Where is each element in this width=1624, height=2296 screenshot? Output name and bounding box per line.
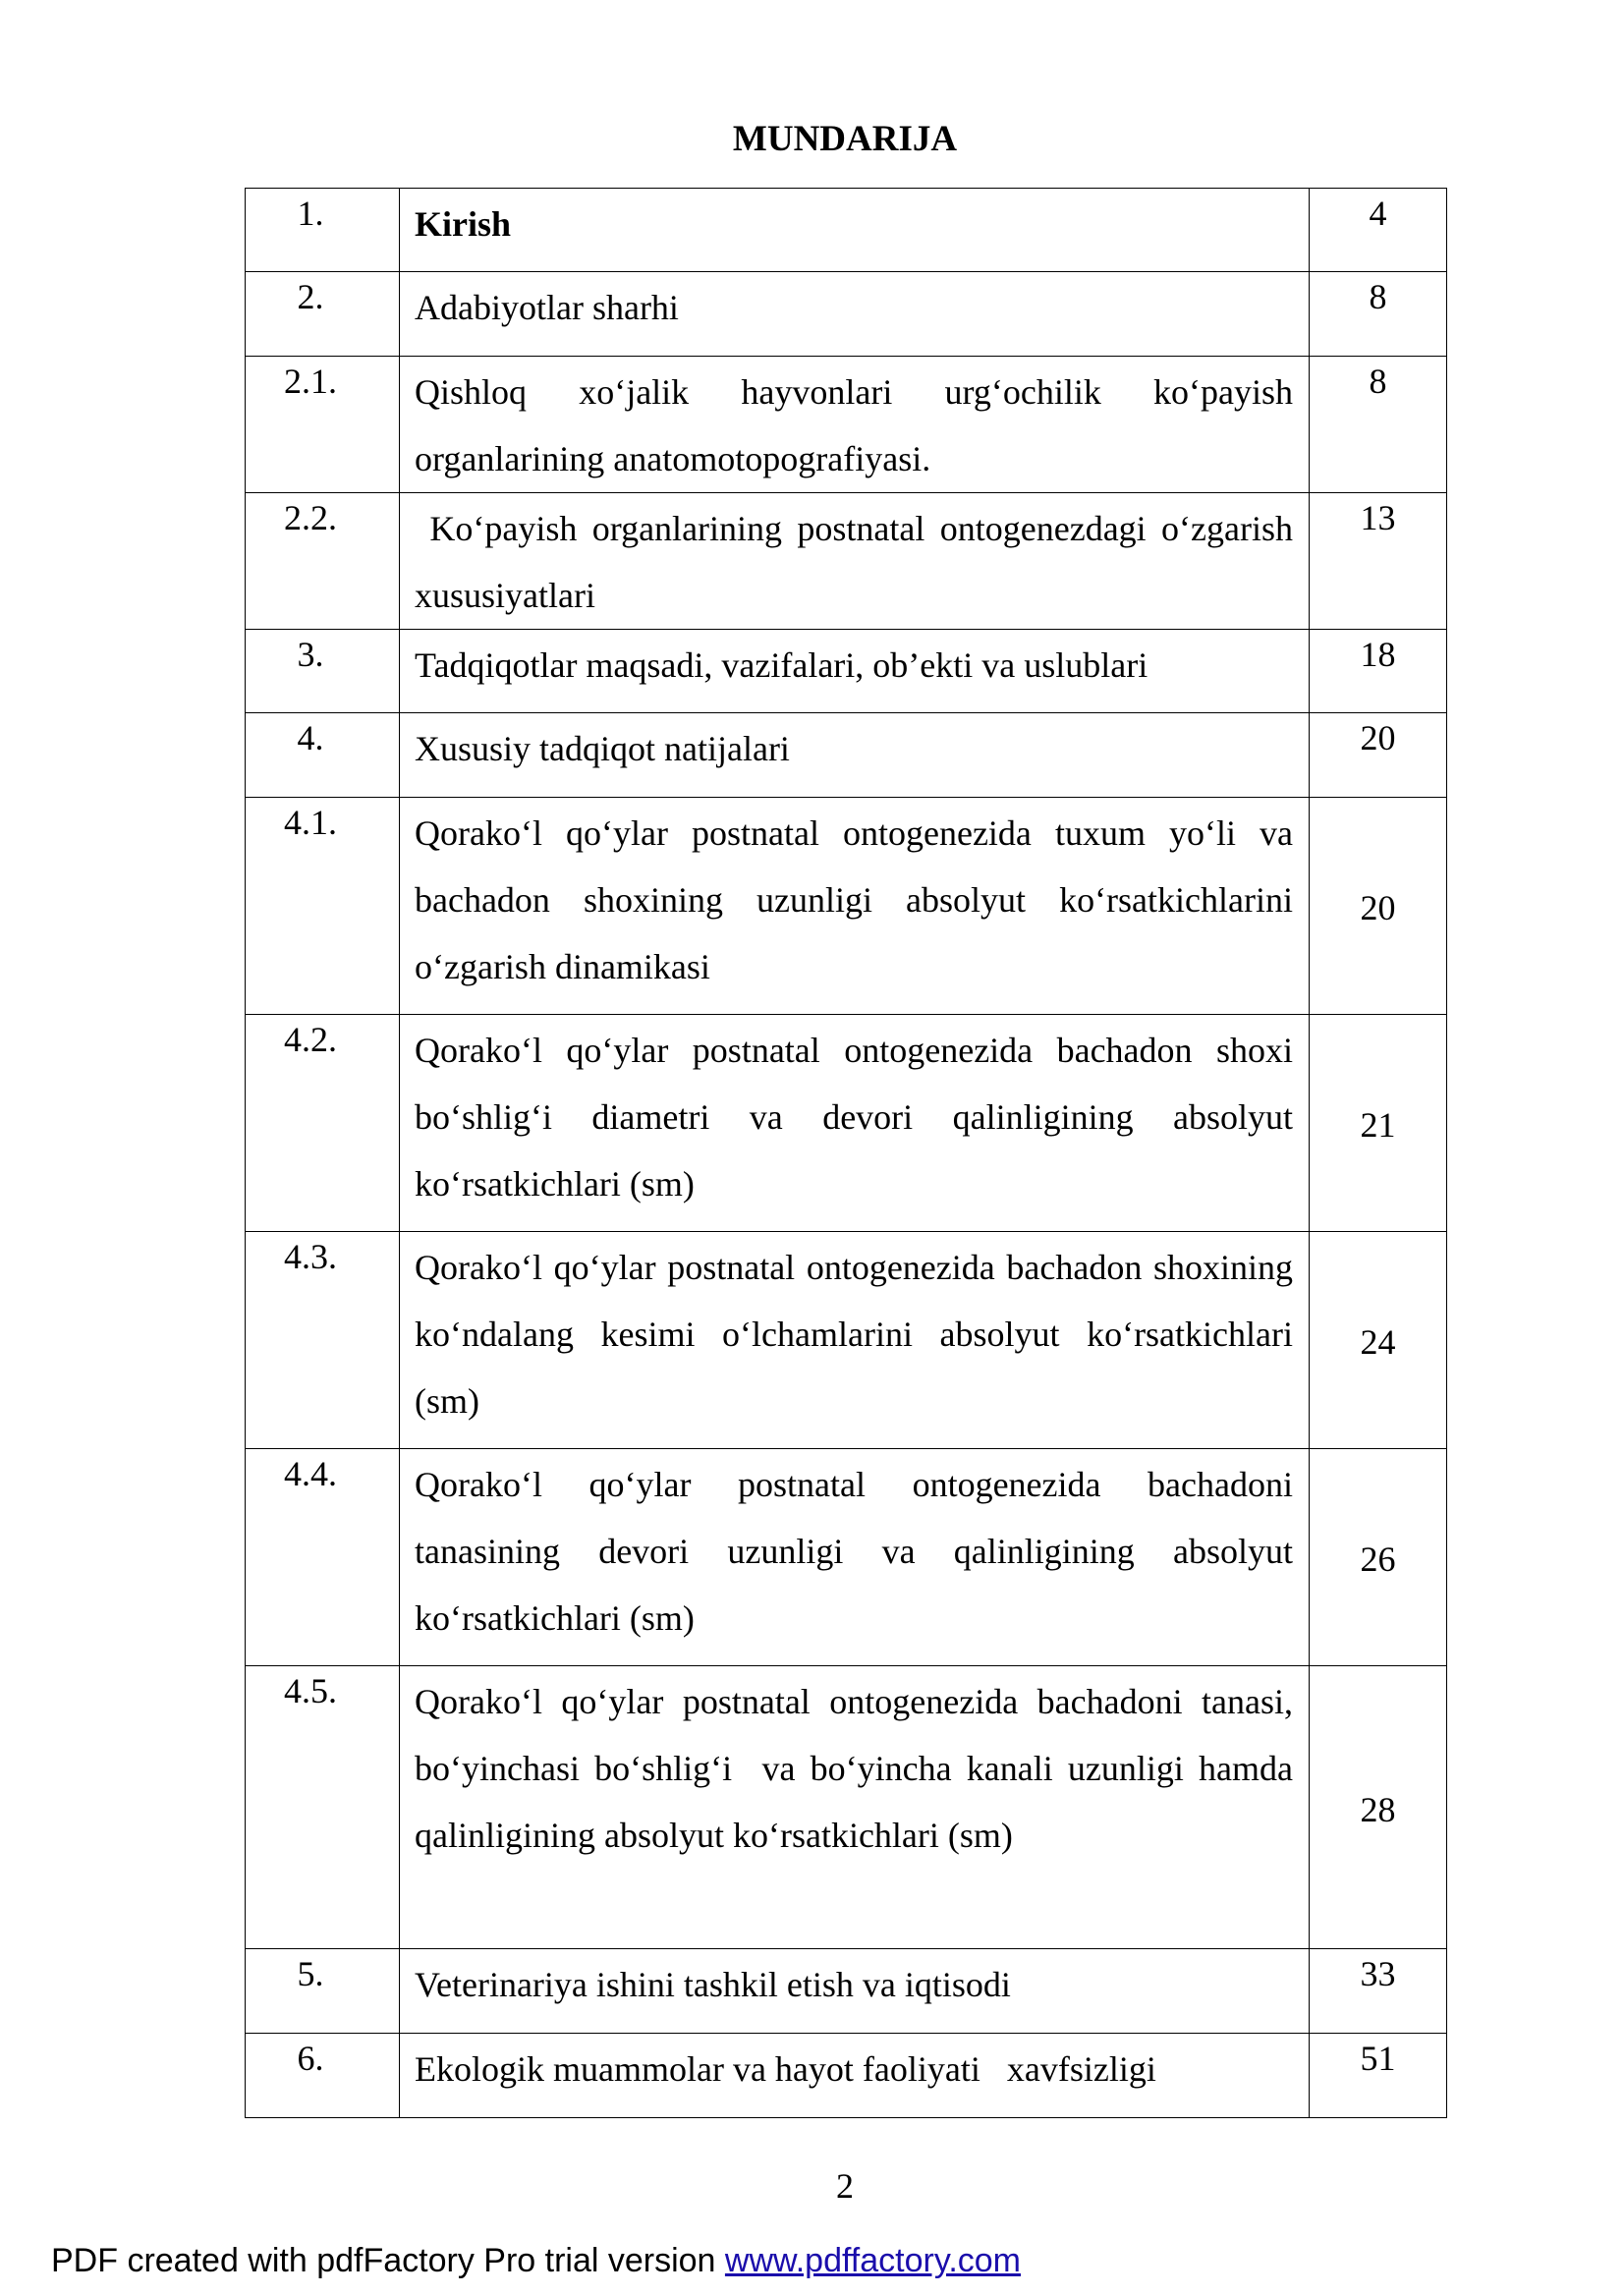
toc-row-number-text: 4.3. (284, 1237, 337, 1276)
table-of-contents (245, 188, 1447, 2118)
toc-row-number (246, 493, 400, 630)
toc-row-page: 20 (1310, 713, 1447, 798)
toc-row-page: 8 (1310, 272, 1447, 357)
toc-row-page: 13 (1310, 493, 1447, 630)
toc-row-title-text: Qishloq xo‘jalik hayvonlari urg‘ochilik ko‘payish organlarining anatomotopografiyasi. (415, 372, 1302, 478)
toc-row-page: 20 (1310, 798, 1447, 1015)
toc-row-title-text: Qorako‘l qo‘ylar postnatal ontogenezida bachadoni tanasi, bo‘yinchasi bo‘shlig‘i va bo‘yincha kanali uzunligi hamda qalinligining absolyut ko‘rsatkichlari (sm) (415, 1682, 1302, 1855)
toc-row-page: 51 (1310, 2034, 1447, 2118)
toc-row-number-text: 4.4. (284, 1454, 337, 1493)
toc-row-title-text: Qorako‘l qo‘ylar postnatal ontogenezida tuxum yo‘li va bachadon shoxining uzunligi absolyut ko‘rsatkichlarini o‘zgarish dinamikasi (415, 813, 1302, 986)
toc-row-title (400, 1449, 1310, 1666)
toc-row-title (400, 713, 1310, 798)
toc-row (246, 1015, 1447, 1232)
toc-row-page: 24 (1310, 1232, 1447, 1449)
page-number: 2 (836, 2166, 854, 2206)
toc-row-page: 18 (1310, 630, 1447, 713)
toc-row-page: 26 (1310, 1449, 1447, 1666)
toc-row-number (246, 630, 400, 713)
toc-row (246, 1666, 1447, 1949)
toc-row-number-text: 2.1. (284, 362, 337, 401)
toc-row (246, 2034, 1447, 2118)
toc-row-number (246, 1449, 400, 1666)
toc-row-title-text: Qorako‘l qo‘ylar postnatal ontogenezida bachadon shoxi bo‘shlig‘i diametri va devori qalinligining absolyut ko‘rsatkichlari (sm) (415, 1031, 1302, 1204)
toc-row-title (400, 798, 1310, 1015)
toc-row-page: 4 (1310, 189, 1447, 272)
toc-row-title-text: Qorako‘l qo‘ylar postnatal ontogenezida bachadoni tanasining devori uzunligi va qalinligining absolyut ko‘rsatkichlari (sm) (415, 1465, 1302, 1638)
toc-row (246, 1449, 1447, 1666)
toc-row-page: 21 (1310, 1015, 1447, 1232)
toc-row (246, 493, 1447, 630)
toc-row-number-text: 4. (297, 718, 324, 757)
toc-row-number (246, 1949, 400, 2034)
toc-row-page: 28 (1310, 1666, 1447, 1949)
toc-row-page: 33 (1310, 1949, 1447, 2034)
toc-row-title (400, 493, 1310, 630)
toc-row-number (246, 713, 400, 798)
toc-row-number-text: 4.2. (284, 1020, 337, 1059)
toc-row (246, 713, 1447, 798)
toc-row-number (246, 189, 400, 272)
toc-row (246, 798, 1447, 1015)
toc-row-title-text: Xususiy tadqiqot natijalari (415, 729, 790, 768)
toc-row-title-text: Adabiyotlar sharhi (415, 288, 679, 327)
toc-row-title-text: Tadqiqotlar maqsadi, vazifalari, ob’ekti va uslublari (415, 645, 1148, 685)
footer-text: PDF created with pdfFactory Pro trial version (51, 2242, 725, 2279)
toc-row (246, 1232, 1447, 1449)
toc-row-number-text: 5. (297, 1954, 324, 1993)
toc-row-number-text: 3. (297, 635, 324, 674)
toc-row-number-text: 4.5. (284, 1671, 337, 1710)
toc-row-number-text: 1. (297, 194, 324, 233)
toc-row-number (246, 798, 400, 1015)
toc-row-title-text: Ko‘payish organlarining postnatal ontogenezdagi o‘zgarish xususiyatlari (415, 509, 1303, 615)
toc-row-number-text: 4.1. (284, 803, 337, 842)
toc-row-number (246, 1015, 400, 1232)
toc-row-title (400, 630, 1310, 713)
toc-row-number-text: 2. (297, 277, 324, 316)
toc-row-title (400, 189, 1310, 272)
toc-row-title (400, 1232, 1310, 1449)
page-title: MUNDARIJA (732, 119, 958, 159)
toc-row-title-text: Kirish (415, 204, 512, 244)
toc-row-number (246, 272, 400, 357)
toc-row-title-text: Ekologik muammolar va hayot faoliyati xavfsizligi (415, 2049, 1156, 2089)
toc-row-number-text: 2.2. (284, 498, 337, 537)
toc-row-title (400, 1949, 1310, 2034)
toc-row-number (246, 1232, 400, 1449)
toc-row (246, 272, 1447, 357)
toc-row-number-text: 6. (297, 2039, 324, 2078)
toc-row-number (246, 357, 400, 493)
toc-row (246, 1949, 1447, 2034)
toc-row-title (400, 357, 1310, 493)
toc-row-title (400, 2034, 1310, 2118)
toc-row-title (400, 1015, 1310, 1232)
toc-row (246, 189, 1447, 272)
toc-row-number (246, 2034, 400, 2118)
toc-row-title (400, 1666, 1310, 1949)
footer-link[interactable]: www.pdffactory.com (724, 2242, 1021, 2279)
toc-row (246, 357, 1447, 493)
toc-row-title-text: Veterinariya ishini tashkil etish va iqtisodi (415, 1965, 1011, 2004)
pdf-footer (51, 2242, 1021, 2280)
toc-row-number (246, 1666, 400, 1949)
toc-row (246, 630, 1447, 713)
toc-row-page: 8 (1310, 357, 1447, 493)
toc-row-title (400, 272, 1310, 357)
toc-row-title-text: Qorako‘l qo‘ylar postnatal ontogenezida bachadon shoxining ko‘ndalang kesimi o‘lchamlarini absolyut ko‘rsatkichlari (sm) (415, 1248, 1302, 1421)
